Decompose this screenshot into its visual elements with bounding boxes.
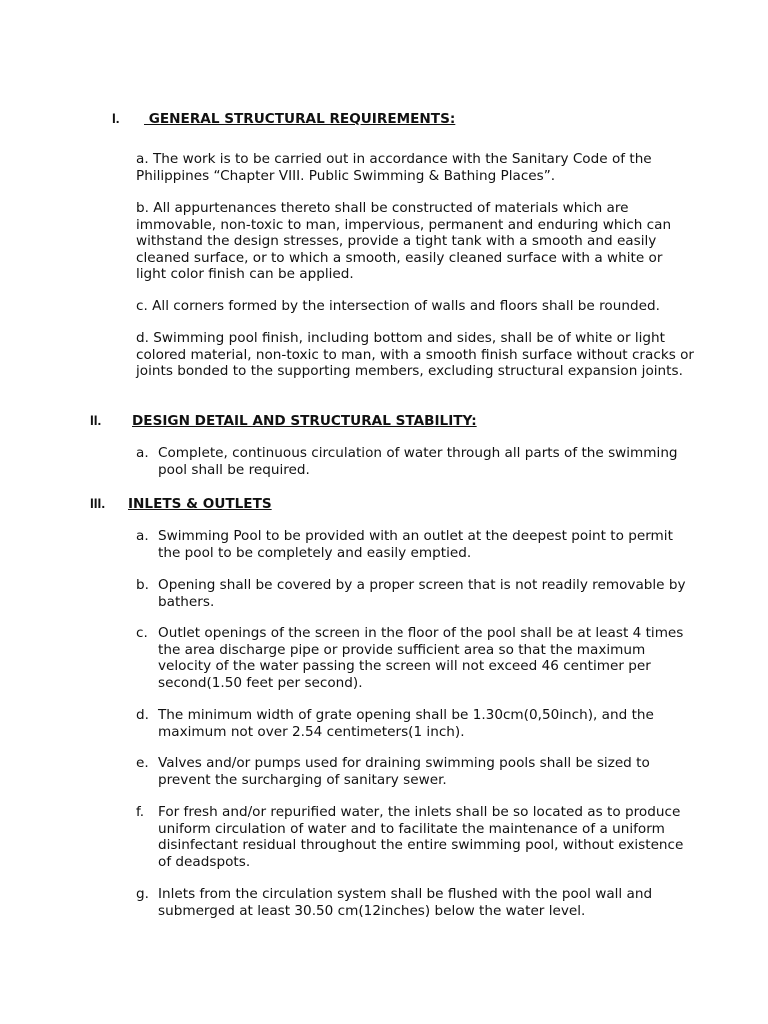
section-1-paragraph-b: b. All appurtenances thereto shall be constructed of materials which are immovable, non-toxic to man, impervious, permanent and enduring which can withstand the design stresses, provide a tight tank with a smooth and easily cleaned surface, or to which a smooth, easily cleaned surface with a white or light color finish can be applied. xyxy=(136,200,672,283)
list-item-letter: a. xyxy=(136,445,149,461)
list-item-letter: d. xyxy=(136,707,149,723)
section-1-paragraph-a: a. The work is to be carried out in accordance with the Sanitary Code of the Philippines “Chapter VIII. Public Swimming & Bathing Places”. xyxy=(136,151,652,184)
list-item-letter: f. xyxy=(136,804,145,820)
section-1-paragraph-c: c. All corners formed by the intersection of walls and floors shall be rounded. xyxy=(136,298,660,314)
section-3-title: INLETS & OUTLETS xyxy=(128,496,272,512)
list-item-text: The minimum width of grate opening shall be 1.30cm(0,50inch), and the maximum not over 2.54 centimeters(1 inch). xyxy=(158,707,654,740)
list-item-text: Opening shall be covered by a proper screen that is not readily removable by bathers. xyxy=(158,577,686,610)
list-item-text: For fresh and/or repurified water, the inlets shall be so located as to produce uniform circulation of water and to facilitate the maintenance of a uniform disinfectant residual throughout the entire swimming pool, without existence of deadspots. xyxy=(158,804,684,870)
list-item-letter: a. xyxy=(136,528,149,544)
list-item-text: Inlets from the circulation system shall be flushed with the pool wall and submerged at least 30.50 cm(12inches) below the water level. xyxy=(158,886,653,919)
section-1-title: GENERAL STRUCTURAL REQUIREMENTS: xyxy=(144,111,456,127)
section-1-numeral: I. xyxy=(112,111,120,126)
list-item-letter: g. xyxy=(136,886,149,902)
section-2-title: DESIGN DETAIL AND STRUCTURAL STABILITY: xyxy=(132,413,477,429)
list-item-letter: c. xyxy=(136,625,148,641)
list-item-letter: e. xyxy=(136,755,149,771)
section-2-numeral: II. xyxy=(90,413,102,428)
list-item-letter: b. xyxy=(136,577,149,593)
list-item-text: Swimming Pool to be provided with an outlet at the deepest point to permit the pool to be completely and easily emptied. xyxy=(158,528,673,561)
section-3-numeral: III. xyxy=(90,496,106,511)
list-item-text: Valves and/or pumps used for draining swimming pools shall be sized to prevent the surcharging of sanitary sewer. xyxy=(158,755,650,788)
list-item-text: Complete, continuous circulation of water through all parts of the swimming pool shall be required. xyxy=(158,445,678,478)
list-item-text: Outlet openings of the screen in the floor of the pool shall be at least 4 times the area discharge pipe or provide sufficient area so that the maximum velocity of the water passing the screen will not exceed 46 centimer per second(1.50 feet per second). xyxy=(158,625,684,691)
section-1-paragraph-d: d. Swimming pool finish, including bottom and sides, shall be of white or light colored material, non-toxic to man, with a smooth finish surface without cracks or joints bonded to the supporting members, excluding structural expansion joints. xyxy=(136,330,695,380)
